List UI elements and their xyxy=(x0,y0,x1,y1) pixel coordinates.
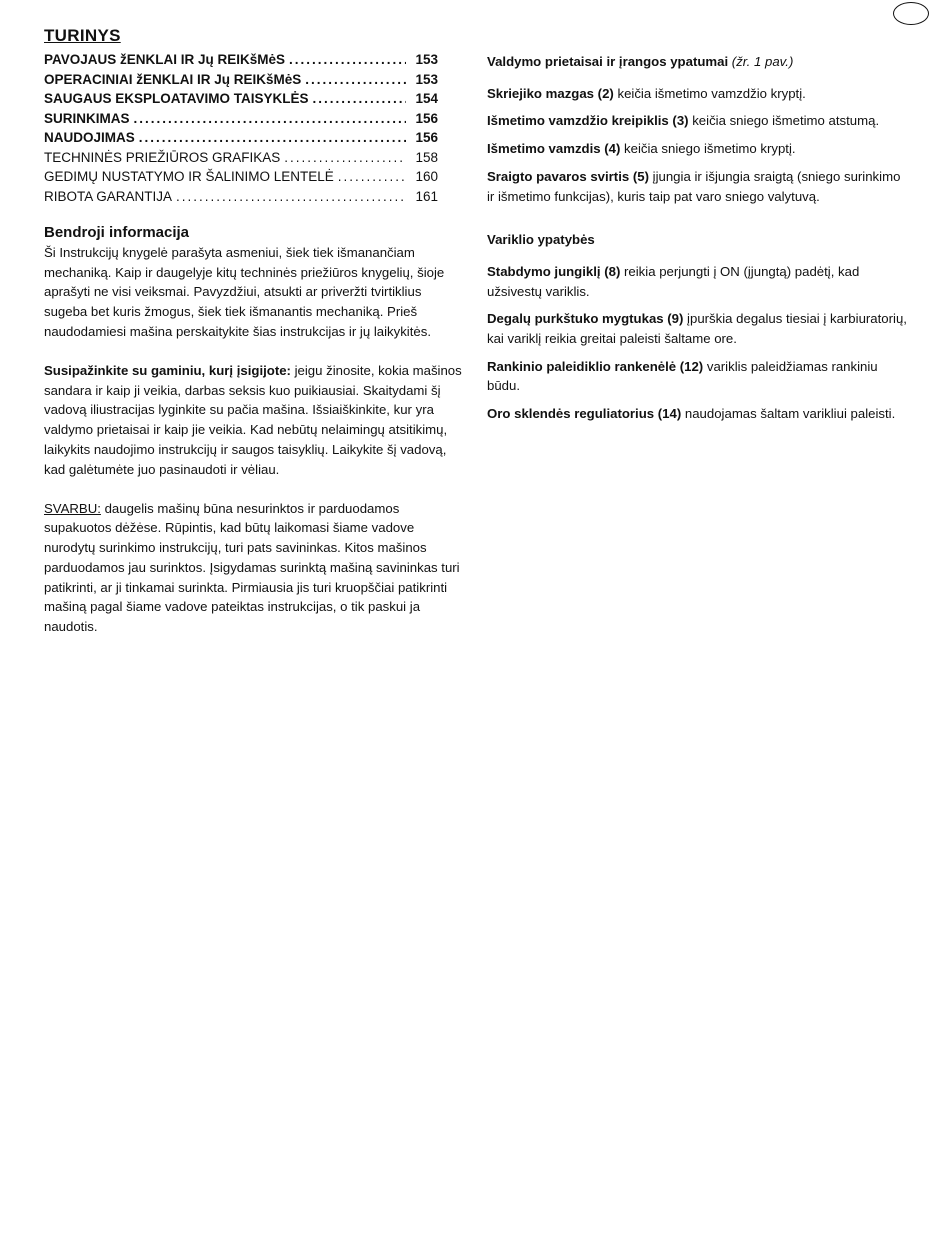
toc-entry[interactable] xyxy=(44,89,438,109)
controls-item xyxy=(487,84,907,104)
left-column xyxy=(44,26,464,656)
toc-leader-dots xyxy=(305,70,406,90)
engine-item-lead: Stabdymo jungiklį (8) xyxy=(487,263,621,279)
toc-entry-label: SURINKIMAS xyxy=(44,110,130,126)
toc-leader-dots xyxy=(176,187,406,207)
controls-item-text: keičia sniego išmetimo atstumą. xyxy=(688,113,880,129)
controls-item xyxy=(487,139,907,159)
toc-leader-dots xyxy=(313,89,406,109)
controls-item-lead: Išmetimo vamzdžio kreipiklis (3) xyxy=(487,113,689,129)
toc-entry-label: TECHNINĖS PRIEŽIŪROS GRAFIKAS xyxy=(44,149,281,165)
toc-entry[interactable] xyxy=(44,167,438,187)
important-text: daugelis mašinų būna nesurinktos ir parduodamos supakuotos dėžėse. Rūpintis, kad būtų laikomasi šiame vadove nurodytų surinkimo instrukcijų, turi pats savininkas. Kitos mašinos parduodamos jau surinktos. Įsigydamas surinktą mašiną savininkas turi patikrinti, ar ji tinkamai surinkta. Pirmiausia jis turi kruopščiai patikrinti mašiną pagal šiame vadove pateiktas instrukcijas, o tik paskui ja naudotis. xyxy=(44,500,460,634)
toc-entry[interactable] xyxy=(44,109,438,129)
general-intro-paragraph: Ši Instrukcijų knygelė parašyta asmeniui, šiek tiek išmanančiam mechaniką. Kaip ir daugelyje kitų techninės priežiūros knygelių, šioje aprašyti ne visi veiksmai. Pavyzdžiui, atsukti ar priveržti tvirtiklius sugeba bet kuris žmogus, šiek tiek išmanantis mechaniką. Prieš naudodamiesi mašina perskaitykite šias instrukcijas ir jų laikykitės. xyxy=(44,245,445,339)
controls-item-text: keičia išmetimo vamzdžio kryptį. xyxy=(613,85,806,101)
toc-leader-dots xyxy=(338,167,406,187)
engine-item xyxy=(487,262,907,301)
controls-item-lead: Skriejiko mazgas (2) xyxy=(487,85,614,101)
controls-item-lead: Išmetimo vamzdis (4) xyxy=(487,141,621,157)
page-marker-oval xyxy=(893,2,929,25)
engine-item-lead: Oro sklendės reguliatorius (14) xyxy=(487,406,682,422)
toc-entry[interactable] xyxy=(44,128,438,148)
controls-item-lead: Sraigto pavaros svirtis (5) xyxy=(487,168,649,184)
toc-entry-page: 154 xyxy=(415,91,438,106)
controls-item-text: įjungia ir išjungia sraigtą (sniego surinkimo ir išmetimo funkcijas), kuris taip pat varo sniego valytuvą. xyxy=(487,168,901,204)
controls-item-text: keičia sniego išmetimo kryptį. xyxy=(620,141,796,157)
toc-entry-label: GEDIMŲ NUSTATYMO IR ŠALINIMO LENTELĖ xyxy=(44,169,334,184)
general-info-heading: Bendroji informacija xyxy=(44,224,190,241)
toc-list xyxy=(44,50,438,206)
engine-item-text: naudojamas šaltam varikliui paleisti. xyxy=(681,406,896,422)
toc-entry-page: 161 xyxy=(415,188,438,204)
toc-entry-page: 153 xyxy=(415,71,438,87)
know-product-lead: Susipažinkite su gaminiu, kurį įsigijote: xyxy=(44,363,291,379)
toc-entry-label: SAUGAUS EKSPLOATAVIMO TAISYKLĖS xyxy=(44,91,309,106)
toc-leader-dots xyxy=(139,128,406,148)
engine-item-lead: Degalų purkštuko mygtukas (9) xyxy=(487,311,684,327)
toc-leader-dots xyxy=(289,50,406,70)
engine-item xyxy=(487,309,907,348)
toc-entry-page: 153 xyxy=(415,52,438,67)
toc-entry[interactable] xyxy=(44,148,438,168)
engine-item xyxy=(487,404,907,424)
toc-entry-label: RIBOTA GARANTIJA xyxy=(44,188,173,204)
important-lead: SVARBU: xyxy=(44,500,101,516)
know-product-text: jeigu žinosite, kokia mašinos sandara ir kaip ji veikia, darbas seksis kuo puikiausiai. Skaitydami šį vadovą iliustracijas lyginkite su pačia mašina. Išsiaiškinkite, kur yra valdymo prietaisai ir kaip jie veikia. Kad nebūtų nelaimingų atsitikimų, laikykits naudojimo instrukcijų ir saugos taisyklių. Laikykite šį vadovą, kad galėtumėte juo pasinaudoti ir vėliau. xyxy=(44,363,462,477)
important-paragraph xyxy=(44,499,464,637)
engine-item-text: įpurškia degalus tiesiai į karbiuratorių, kai variklį reikia greitai paleisti šaltame ore. xyxy=(487,311,907,347)
toc-entry-page: 158 xyxy=(415,149,438,165)
toc-entry[interactable] xyxy=(44,187,438,207)
toc-title: TURINYS xyxy=(44,26,121,45)
right-column xyxy=(487,52,907,432)
engine-item-text: reikia perjungti į ON (įjungtą) padėtį, kad užsivestų variklis. xyxy=(487,263,860,299)
toc-leader-dots xyxy=(284,148,406,168)
toc-leader-dots xyxy=(134,109,406,129)
toc-entry-label: NAUDOJIMAS xyxy=(44,130,135,145)
toc-entry[interactable] xyxy=(44,50,438,70)
toc-entry[interactable] xyxy=(44,70,438,90)
toc-entry-page: 160 xyxy=(415,169,438,184)
controls-item xyxy=(487,167,907,206)
engine-item xyxy=(487,357,907,396)
controls-heading-ref: (žr. 1 pav.) xyxy=(731,54,794,69)
toc-entry-page: 156 xyxy=(415,110,438,126)
engine-item-lead: Rankinio paleidiklio rankenėlė (12) xyxy=(487,358,704,374)
toc-entry-page: 156 xyxy=(415,130,438,145)
know-product-paragraph xyxy=(44,361,464,479)
controls-item xyxy=(487,111,907,131)
toc-entry-label: PAVOJAUS žENKLAI IR Jų REIKšMėS xyxy=(44,52,286,67)
engine-heading: Variklio ypatybės xyxy=(487,232,595,248)
engine-item-text: variklis paleidžiamas rankiniu būdu. xyxy=(487,358,878,394)
toc-entry-label: OPERACINIAI žENKLAI IR Jų REIKšMėS xyxy=(44,71,302,87)
controls-heading xyxy=(487,52,907,72)
controls-heading-text: Valdymo prietaisai ir įrangos ypatumai xyxy=(487,54,729,69)
